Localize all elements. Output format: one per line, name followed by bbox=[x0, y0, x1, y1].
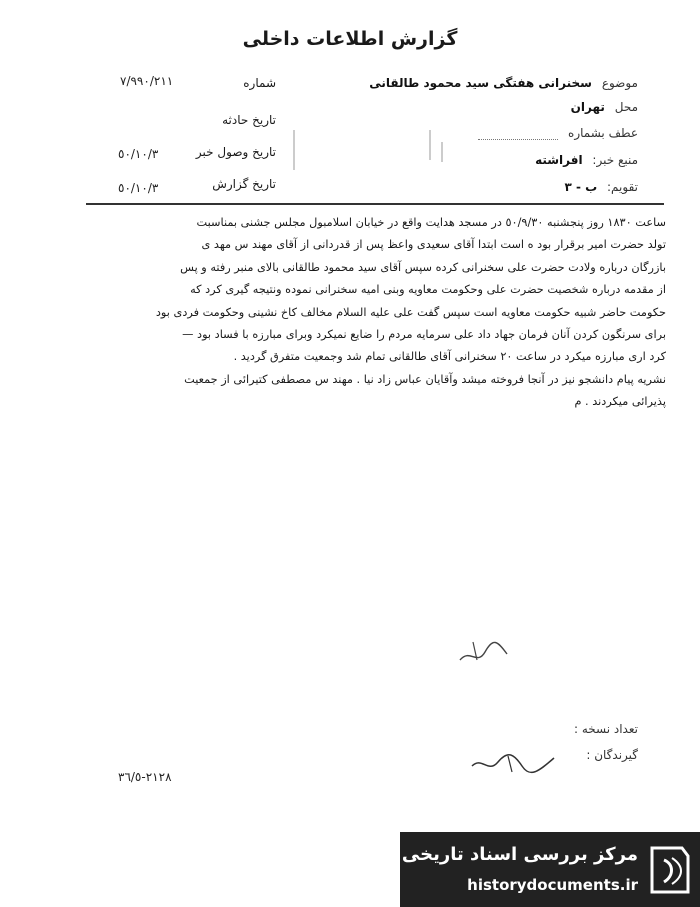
watermark-band bbox=[400, 832, 700, 907]
body-line: نشریه پیام دانشجو نیز در آنجا فروخته میشد وآقایان عباس زاد نیا . مهند س مصطفی کتیرائی از جمعیت bbox=[184, 372, 666, 386]
source-label: منبع خبر: bbox=[592, 153, 638, 167]
reference-blank bbox=[478, 139, 558, 140]
grade-label: تقویم: bbox=[607, 180, 638, 194]
document-title: گزارش اطلاعات داخلی bbox=[242, 28, 458, 50]
body-line: بازرگان درباره ولادت حضرت علی سخنرانی کرده سپس آقای سید محمود طالقانی بالای منبر رفته و پس bbox=[180, 260, 666, 274]
report-body bbox=[86, 212, 666, 414]
watermark-org-name: مرکز بررسی اسناد تاریخی bbox=[401, 844, 638, 865]
header-marks bbox=[280, 110, 460, 180]
grade-value: ب - ٣ bbox=[564, 180, 598, 194]
incident-date-label: تاریخ حادثه bbox=[222, 113, 276, 127]
subject-value: سخنرانی هفتگی سید محمود طالقانی bbox=[369, 76, 592, 90]
received-date-label: تاریخ وصول خبر bbox=[195, 145, 276, 159]
grade-line bbox=[564, 180, 638, 194]
recipients-label: گیرندگان : bbox=[586, 748, 638, 762]
body-line: ساعت ١٨٣٠ روز پنجشنبه ٥٠/٩/٣٠ در مسجد هدایت واقع در خیابان اسلامبول مجلس جشنی بمناسبت bbox=[196, 216, 666, 229]
body-line: کرد اری مبارزه میکرد در ساعت ٢٠ سخنرانی آقای طالقانی تمام شد وجمعیت متفرق گردید . bbox=[233, 350, 666, 364]
copies-label: تعداد نسخه : bbox=[573, 722, 638, 736]
report-date-label: تاریخ گزارش bbox=[212, 177, 276, 191]
subject-line bbox=[369, 76, 638, 90]
header-divider bbox=[86, 203, 664, 205]
source-line bbox=[535, 153, 638, 167]
received-date-value: ٥٠/١٠/٣ bbox=[118, 147, 159, 161]
location-label: محل bbox=[614, 100, 638, 114]
body-line: از مقدمه درباره شخصیت حضرت علی وحکومت معاویه وبنی امیه سخنرانی نموده ونتیجه گیری کرد که bbox=[190, 283, 666, 297]
location-line bbox=[571, 100, 638, 114]
body-line: برای سرنگون کردن آنان فرمان جهاد داد علی سرمایه مردم را ضایع نمیکرد وبرای مبارزه با فساد بود — bbox=[182, 328, 666, 342]
body-line: پذیرائی میکردند . م bbox=[574, 395, 666, 409]
signature-icon bbox=[468, 748, 558, 778]
reference-line bbox=[478, 126, 638, 140]
watermark-url: historydocuments.ir bbox=[467, 876, 638, 894]
body-line: تولد حضرت امیر برقرار بود ه است ابتدا آقای سعیدی واعظ پس از قدردانی از آقای مهند س مهد ی bbox=[201, 238, 666, 252]
body-line: حکومت حاضر شبیه حکومت معاویه است سپس گفت علی علیه السلام مخالف کاخ نشینی وحکومت فردی بود bbox=[155, 305, 666, 319]
report-date-value: ٥٠/١٠/٣ bbox=[118, 181, 159, 195]
subject-label: موضوع bbox=[601, 76, 638, 90]
file-number: ٢١٢٨-٣٦/٥ bbox=[118, 770, 172, 784]
handwritten-mark-icon bbox=[455, 630, 515, 670]
number-value: ٧/٩٩٠/٢١١ bbox=[120, 74, 174, 88]
reference-label: عطف بشماره bbox=[568, 126, 638, 140]
source-value: افراشته bbox=[535, 153, 583, 167]
location-value: تهران bbox=[570, 100, 605, 114]
number-label: شماره bbox=[243, 76, 276, 90]
document-logo-icon bbox=[644, 842, 694, 898]
